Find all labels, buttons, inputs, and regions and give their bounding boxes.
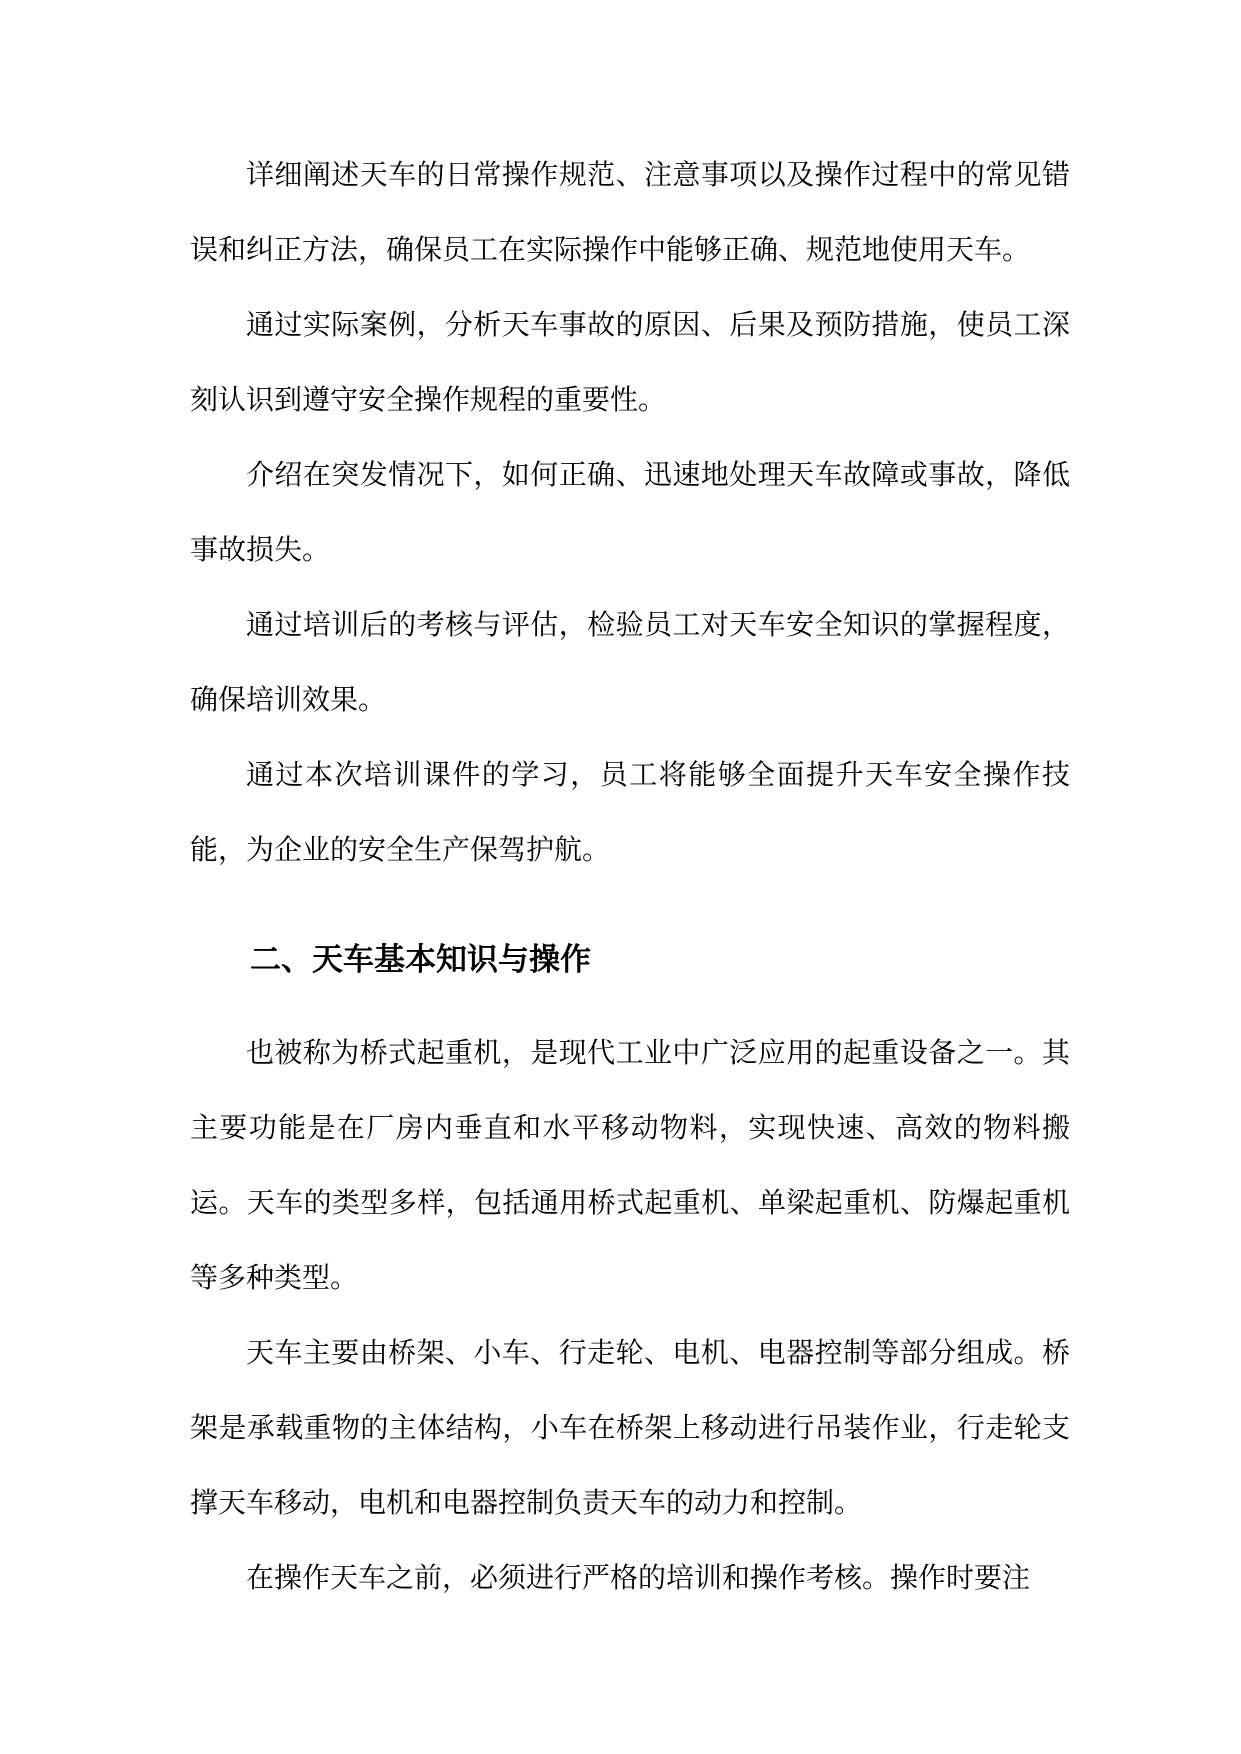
paragraph-daily-operation: 详细阐述天车的日常操作规范、注意事项以及操作过程中的常见错误和纠正方法，确保员工在实际操作中能够正确、规范地使用天车。 — [190, 158, 1070, 266]
paragraph-operation-training: 在操作天车之前，必须进行严格的培训和操作考核。操作时要注 — [246, 1561, 1031, 1594]
paragraph-emergency-handling: 介绍在突发情况下，如何正确、迅速地处理天车故障或事故，降低事故损失。 — [190, 458, 1070, 566]
paragraph-training-goal: 通过本次培训课件的学习，员工将能够全面提升天车安全操作技能，为企业的安全生产保驾护航。 — [190, 758, 1070, 866]
section-heading: 二、天车基本知识与操作 — [250, 942, 591, 978]
paragraph-assessment: 通过培训后的考核与评估，检验员工对天车安全知识的掌握程度，确保培训效果。 — [190, 608, 1070, 716]
paragraph-crane-components: 天车主要由桥架、小车、行走轮、电机、电器控制等部分组成。桥架是承载重物的主体结构，小车在桥架上移动进行吊装作业，行走轮支撑天车移动，电机和电器控制负责天车的动力和控制。 — [190, 1336, 1070, 1519]
paragraph-crane-definition: 也被称为桥式起重机，是现代工业中广泛应用的起重设备之一。其主要功能是在厂房内垂直和水平移动物料，实现快速、高效的物料搬运。天车的类型多样，包括通用桥式起重机、单梁起重机、防爆起重机等多种类型。 — [190, 1036, 1070, 1294]
paragraph-accident-cases: 通过实际案例，分析天车事故的原因、后果及预防措施，使员工深刻认识到遵守安全操作规程的重要性。 — [190, 308, 1070, 416]
